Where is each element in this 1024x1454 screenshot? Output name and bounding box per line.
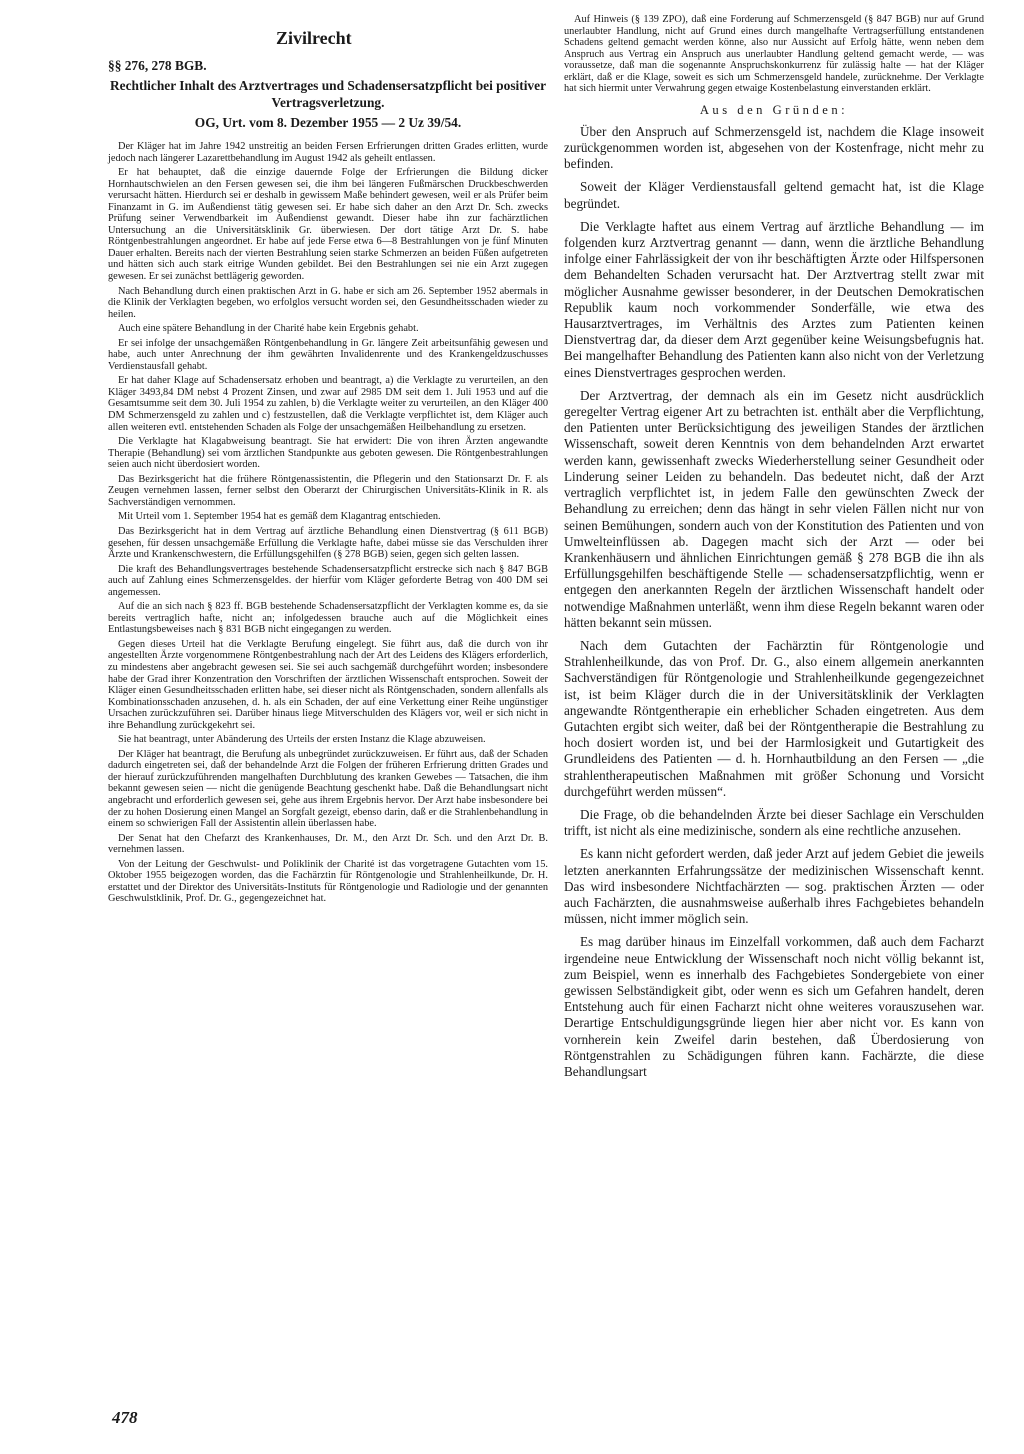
paragraph: Sie hat beantragt, unter Abänderung des Urteils der ersten Instanz die Klage abzuweisen. — [118, 734, 486, 746]
paragraph: Der Arztvertrag, der demnach als ein im Gesetz nicht ausdrücklich geregelter Vertrag eigener Art zu betrachten ist. enthält aber die Verpflichtung, den Patienten unter Berücksichtigung des jeweiligen Standes der ärztlichen Wissenschaft, soweit deren Kenntnis von dem behandelnden Arzt erwartet werden kann, gewissenhaft zwecks Wiederherstellung seiner Gesundheit oder Linderung seiner Leiden zu behandeln. Das bedeutet nicht, daß der Arzt vertraglich verpflichtet ist, in jedem Falle den gewünschten Zweck der Behandlung zu erreichen; denn das hängt in sehr vielen Fällen nicht nur von seinen Bemühungen, sondern auch von der Konstitution des Patienten und von Umwelteinflüssen ab. Dagegen macht sich der Arzt — oder bei Krankenhäusern und ähnlichen Einrichtungen gemäß § 278 BGB die ihn als Erfüllungsgehilfen beschäftigende Stelle — schadensersatzpflichtig, wenn er entgegen den anerkannten Regeln der ärztlichen Wissenschaft handelt oder notwendige Maßnahmen unterläßt, wenn ihm diese Regeln bekannt waren oder hätten bekannt sein müssen. — [564, 387, 984, 630]
paragraph: Er hat behauptet, daß die einzige dauernde Folge der Erfrierungen die Bildung dicker Hornhautschwielen an den Fersen gewesen sei, die ihm bei längeren Fußmärschen Druckbeschwerden verursacht hätten. Hierdurch sei er deshalb in gewissem Maße behindert gewesen, weil er als Prüfer beim Finanzamt in G. im Außendienst tätig gewesen sei. Er habe sich daher an den Arzt Dr. Sch. zwecks Prüfung seiner Verwendbarkeit im Außendienst gewandt. Dieser habe ihn zur fachärztlichen Untersuchung an die Universitätsklinik Gr. überwiesen. Der dort tätige Arzt Dr. S. habe Röntgenbestrahlungen angeordnet. Er habe auf jede Ferse etwa 6—8 Bestrahlungen von je fünf Minuten Dauer erhalten. Bereits nach der vierten Bestrahlung seien starke Schmerzen an beiden Füßen aufgetreten und hätten sich auch stark eitrige Wunden gebildet. Bei den Bestrahlungen sei nie ein Arzt zugegen gewesen. Er sei zunächst bettlägerig geworden. — [108, 167, 548, 283]
headnote-subject: Rechtlicher Inhalt des Arztvertrages und Schadensersatzpflicht bei positiver Vertragsverletzung. — [109, 78, 547, 110]
headnote-citation: OG, Urt. vom 8. Dezember 1955 — 2 Uz 39/54. — [194, 115, 462, 130]
paragraph: Er sei infolge der unsachgemäßen Röntgenbehandlung in Gr. längere Zeit arbeitsunfähig gewesen und habe, auch unter Anrechnung der ihm gewährten Invalidenrente und des Krankengeldzuschusses Verdienstausfall gehabt. — [108, 337, 548, 372]
paragraph: Soweit der Kläger Verdienstausfall geltend gemacht hat, ist die Klage begründet. — [564, 179, 984, 211]
paragraph: Es mag darüber hinaus im Einzelfall vorkommen, daß auch dem Facharzt irgendeine neue Entwicklung der Wissenschaft noch nicht völlig bekannt ist, zum Beispiel, wenn es innerhalb des Fachgebietes Sondergebiete von einer gewissen Selbständigkeit gibt, oder wenn es sich um Gefahren handelt, deren Entstehung auch für einen Facharzt nicht ohne weiteres vorauszusehen war. Derartige Entschuldigungsgründe liegen hier aber nicht vor. Es kann von vornherein kein Zweifel darin bestehen, daß Überdosierung von Röntgenstrahlen zu Schädigungen führen kann. Fachärzte, die diese Behandlungsart — [564, 934, 984, 1079]
left-column-body — [108, 141, 548, 905]
right-column — [564, 14, 984, 1087]
paragraph: Die Verklagte hat Klagabweisung beantragt. Sie hat erwidert: Die von ihren Ärzten angewandte Therapie (Behandlung) sei vom ärztlichen Standpunkte aus geboten gewesen. Die Röntgenbestrahlungen seien auch nicht überdosiert worden. — [108, 436, 548, 471]
paragraph: Mit Urteil vom 1. September 1954 hat es gemäß dem Klagantrag entschieden. — [118, 511, 441, 523]
headnote — [108, 57, 548, 131]
left-column — [108, 28, 548, 908]
grounds-heading: Aus den Gründen: — [699, 102, 849, 117]
paragraph: Über den Anspruch auf Schmerzensgeld ist, nachdem die Klage insoweit zurückgenommen worden ist, abgesehen von der Kostenfrage, nicht mehr zu befinden. — [564, 123, 984, 172]
paragraph: Das Bezirksgericht hat in dem Vertrag auf ärztliche Behandlung einen Dienstvertrag (§ 611 BGB) gesehen, für dessen unsachgemäße Erfüllung die Verklagte hafte, dabei müsse sie das Verschulden ihrer Ärzte und Krankenschwestern, die Erfüllungsgehilfen (§ 278 BGB) seien, gegen sich gelten lassen. — [108, 525, 548, 561]
paragraph: Die Frage, ob die behandelnden Ärzte bei dieser Sachlage ein Verschulden trifft, ist nicht als eine medizinische, sondern als eine rechtliche anzusehen. — [564, 806, 984, 839]
paragraph: Die kraft des Behandlungsvertrages bestehende Schadensersatzpflicht erstrecke sich nach § 847 BGB auch auf Zahlung eines Schmerzensgeldes. der hierfür vom Kläger geforderte Betrag von 400 DM sei angemessen. — [108, 563, 548, 598]
paragraph: Der Senat hat den Chefarzt des Krankenhauses, Dr. M., den Arzt Dr. Sch. und den Arzt Dr. B. vernehmen lassen. — [108, 832, 548, 856]
paragraph: Auf Hinweis (§ 139 ZPO), daß eine Forderung auf Schmerzensgeld (§ 847 BGB) nur auf Grund unerlaubter Handlung, nicht auf Grund eines durch mangelhafte Vertragserfüllung entstandenen Schadens geltend gemacht werden könne, also nur Aussicht auf Erfolg hätte, wenn neben dem Anspruch aus Vertrag ein Anspruch aus unerlaubter Handlung geltend gemacht werde, — was voraussetze, daß man die sogenannte Anspruchskonkurrenz für zulässig halte — hat der Kläger erklärt, daß er die Klage, soweit es sich um Schmerzensgeld handele, zurücknehme. Der Verklagte hat sich hiermit unter Verwahrung gegen etwaige Kostenbelastung einverstanden erklärt. — [564, 14, 984, 95]
paragraph: Der Kläger hat beantragt, die Berufung als unbegründet zurückzuweisen. Er führt aus, daß der Schaden dadurch eingetreten sei, daß der behandelnde Arzt die Folgen der früheren Erfrierung dritten Grades und der hierauf zurückzuführenden mangelhaften Durchblutung des kranken Gewebes — Tatsachen, die ihm bekannt gewesen seien — nicht die genügende Beachtung geschenkt habe. Daß die Behandlungsart nicht angebracht und erforderlich gewesen sei, gehe aus ihrem Ergebnis hervor. Der Arzt habe insbesondere bei der zu hohen Dosierung einen Mangel an Sorgfalt gezeigt, ebenso darin, daß er die Strahlenbehandlung in einem so schwierigen Fall der Assistentin allein überlassen habe. — [108, 748, 548, 830]
paragraph: Auf die an sich nach § 823 ff. BGB bestehende Schadensersatzpflicht der Verklagten komme es, da sie bereits vertraglich hafte, nicht an; infolgedessen brauche auch auf die Möglichkeit eines Entlastungsbeweises nach § 831 BGB nicht eingegangen zu werden. — [108, 601, 548, 636]
paragraph: Es kann nicht gefordert werden, daß jeder Arzt auf jedem Gebiet die jeweils letzten anerkannten Erfahrungssätze der medizinischen Wissenschaft kennt. Das wird insbesondere Nichtfachärzten — sog. praktischen Ärzten — oder auch Fachärzten, die ausnahmsweise außerhalb ihres Fachgebietes behandeln müssen, nicht immer möglich sein. — [564, 846, 984, 927]
headnote-statute: §§ 276, 278 BGB. — [108, 58, 207, 73]
paragraph: Nach Behandlung durch einen praktischen Arzt in G. habe er sich am 26. September 1952 abermals in die Klinik der Verklagten begeben, wo erfolglos versucht worden sei, den Gesundheitsschaden wieder zu heilen. — [108, 285, 548, 320]
paragraph: Er hat daher Klage auf Schadensersatz erhoben und beantragt, a) die Verklagte zu verurteilen, an den Kläger 3493,84 DM nebst 4 Prozent Zinsen, und zwar auf 2985 DM seit dem 1. Juli 1953 und auf die Gesamtsumme seit dem 30. Juli 1954 zu zahlen, b) die Verklagte weiter zu verurteilen, an den Kläger 400 DM Schmerzensgeld zu zahlen und c) festzustellen, daß die Verklagte verpflichtet ist, dem Kläger auch allen weiteren evtl. entstehenden Schaden als Folge der unsachgemäßen Heilbehandlung zu ersetzen. — [108, 375, 548, 433]
paragraph: Gegen dieses Urteil hat die Verklagte Berufung eingelegt. Sie führt aus, daß die durch von ihr angestellten Ärzte vorgenommene Röntgenbestrahlung nach der Art des Leidens des Klägers erforderlich, zu mindestens aber angebracht gewesen sei. Sie sei auch sachgemäß durchgeführt worden; insbesondere habe der Grad ihrer Konzentration den Vorschriften der ärztlichen Wissenschaft entsprochen. Soweit der Kläger einen Gesundheitsschaden erlitten habe, sei dieser nicht als Röntgenschaden, sondern allenfalls als Kombinationsschaden anzusehen, d. h. als ein Schaden, der auf eine Verkettung einer Reihe ungünstiger Ursachen zurückzuführen sei. Darüber hinaus liege Mitverschulden des Klägers vor, weil er sich nicht in ihre Behandlung zurückgekehrt sei. — [108, 638, 548, 731]
paragraph: Auch eine spätere Behandlung in der Charité habe kein Ergebnis gehabt. — [118, 323, 419, 335]
paragraph: Von der Leitung der Geschwulst- und Poliklinik der Charité ist das vorgetragene Gutachten vom 15. Oktober 1955 beigezogen worden, das die Fachärztin für Röntgenologie und Strahlenheilkunde, Dr. H. erstattet und der Direktor des Universitäts-Instituts für Röntgenologie und Radiologie und der genannten Geschwulstklinik, Prof. Dr. G., gegengezeichnet hat. — [108, 858, 548, 905]
paragraph: Die Verklagte haftet aus einem Vertrag auf ärztliche Behandlung — im folgenden kurz Arztvertrag genannt — dann, wenn die ärztliche Behandlung infolge einer Fahrlässigkeit der von ihr beschäftigten Ärzte oder Hilfspersonen dem Behandelten Schaden verursacht hat. Der Arztvertrag stellt zwar mit möglicher Ausnahme gewisser besonderer, in der Deutschen Demokratischen Republik kaum noch vorkommender Sonderfälle, wie etwa des Hausarztvertrages, im Verhältnis des Arztes zum Patienten keinen Dienstvertrag dar, da dieser dem Arzt gegenüber keine Weisungsbefugnis hat. Bei mangelhafter Behandlung des Patienten kann also nicht von der Verletzung eines Dienstvertrages gesprochen werden. — [564, 218, 984, 380]
paragraph: Das Bezirksgericht hat die frühere Röntgenassistentin, die Pflegerin und den Stationsarzt Dr. F. als Zeugen vernehmen lassen, ferner selbst den Oberarzt der Chirurgischen Universitäts-Klinik in R. als Sachverständigen vernommen. — [108, 473, 548, 508]
paragraph: Nach dem Gutachten der Fachärztin für Röntgenologie und Strahlenheilkunde, das von Prof. Dr. G., also einem allgemein anerkannten Sachverständigen für Röntgenologie und Strahlenheilkunde gegengezeichnet ist, ist beim Kläger durch die in der Universitätsklinik der Verklagten angewandte Röntgentherapie ein erheblicher Schaden eingetreten. Aus dem Gutachten ergibt sich weiter, daß bei der Röntgentherapie die Bestrahlung zu hoch dosiert worden ist, und bei der Harmlosigkeit und Gutartigkeit des Grundleidens des Patienten — d. h. Hornhautbildung an den Fersen — „die strahlentherapeutischen Maßnahmen mit größer Schonung und Vorsicht durchgeführt werden müssen“. — [564, 637, 984, 799]
paragraph: Der Kläger hat im Jahre 1942 unstreitig an beiden Fersen Erfrierungen dritten Grades erlitten, wurde jedoch nach längerer Lazarettbehandlung im August 1942 als geheilt entlassen. — [108, 141, 548, 164]
page-number: 478 — [112, 1408, 138, 1427]
section-title: Zivilrecht — [276, 28, 352, 48]
